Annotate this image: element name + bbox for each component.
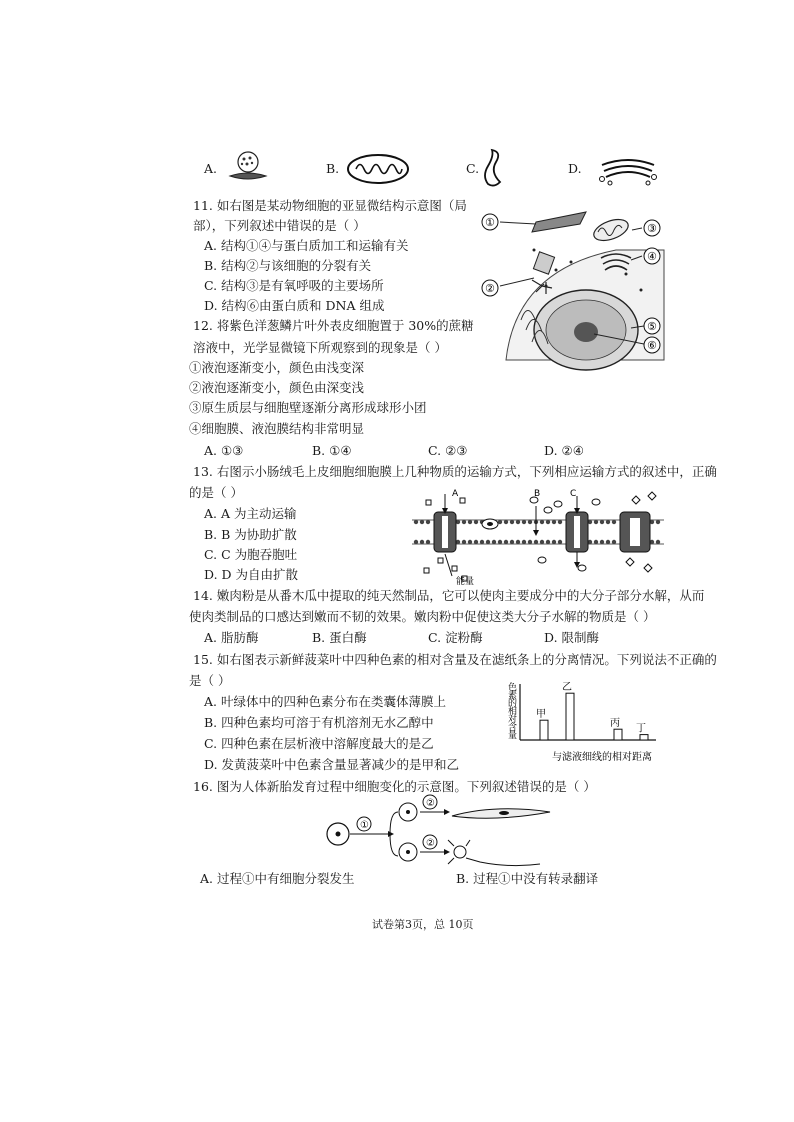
svg-text:②: ② <box>485 282 495 295</box>
chart-ylabel: 色素的相对含量 <box>508 683 518 741</box>
q16-option-a[interactable]: A. 过程①中有细胞分裂发生 <box>200 871 355 886</box>
vesicle-organelle-figure <box>228 150 268 184</box>
q16-stem: 16. 图为人体新胎发育过程中细胞变化的示意图。下列叙述错误的是（ ） <box>193 779 596 794</box>
q12-option-b[interactable]: B. ①④ <box>312 443 352 458</box>
q14-option-d[interactable]: D. 限制酶 <box>544 630 600 645</box>
q12-stem-line1: 12. 将紫色洋葱鳞片叶外表皮细胞置于 30%的蔗糖 <box>193 318 474 333</box>
q10-option-c[interactable]: C. <box>466 161 480 176</box>
q12-option-a[interactable]: A. ①③ <box>204 443 244 458</box>
svg-text:④: ④ <box>647 250 657 263</box>
svg-text:①: ① <box>485 216 495 229</box>
label-2 <box>482 280 498 296</box>
label-energy: 能量 <box>456 577 475 587</box>
process-2-label-bottom <box>423 835 437 849</box>
label-6 <box>644 337 660 353</box>
animal-cell-diagram <box>476 210 666 360</box>
q13-stem-line1: 13. 右图示小肠绒毛上皮细胞细胞膜上几种物质的运输方式，下列相应运输方式的叙述中，正确 <box>193 464 717 479</box>
svg-text:③: ③ <box>647 222 657 235</box>
q14-stem-line1: 14. 嫩肉粉是从番木瓜中提取的纯天然制品，它可以使肉主要成分中的大分子部分水解，从而 <box>193 588 705 603</box>
label-A: A <box>452 489 459 499</box>
label-3 <box>644 220 660 236</box>
q16-option-b[interactable]: B. 过程①中没有转录翻译 <box>456 871 599 886</box>
mitochondrion-figure <box>346 152 410 186</box>
chart-xlabel: 与滤液细线的相对距离 <box>552 752 652 763</box>
svg-text:①: ① <box>360 820 369 831</box>
bar-label-2: 丙 <box>610 718 620 730</box>
bar-0 <box>540 720 548 740</box>
q14-option-b[interactable]: B. 蛋白酶 <box>312 630 367 645</box>
cell-differentiation-diagram <box>320 798 560 866</box>
process-2-label-top <box>423 795 437 809</box>
label-1 <box>482 214 498 230</box>
q13-stem-line2: 的是（ ） <box>189 485 243 500</box>
centriole-figure <box>482 148 512 190</box>
svg-text:②: ② <box>426 798 435 809</box>
q15-stem-line2: 是（ ） <box>189 673 231 688</box>
q12-option-c[interactable]: C. ②③ <box>428 443 468 458</box>
q15-option-c[interactable]: C. 四种色素在层析液中溶解度最大的是乙 <box>204 736 434 751</box>
svg-text:②: ② <box>426 838 435 849</box>
bar-2 <box>614 729 622 740</box>
q13-option-c[interactable]: C. C 为胞吞胞吐 <box>204 547 298 562</box>
q12-statement-2: ②液泡逐渐变小，颜色由深变浅 <box>189 380 365 395</box>
q11-stem-line1: 11. 如右图是某动物细胞的亚显微结构示意图（局 <box>193 198 467 213</box>
q12-stem-line2: 溶液中，光学显微镜下所观察到的现象是（ ） <box>193 340 447 355</box>
label-C: C <box>570 489 577 499</box>
pigment-chart <box>496 682 666 768</box>
bar-label-3: 丁 <box>636 723 646 735</box>
q12-statement-3: ③原生质层与细胞壁逐渐分离形成球形小团 <box>189 400 427 415</box>
label-5 <box>644 318 660 334</box>
q13-option-a[interactable]: A. A 为主动运输 <box>204 506 297 521</box>
q10-option-a[interactable]: A. <box>204 161 218 176</box>
q14-option-c[interactable]: C. 淀粉酶 <box>428 630 483 645</box>
q11-option-c[interactable]: C. 结构③是有氧呼吸的主要场所 <box>204 278 384 293</box>
bar-1 <box>566 693 574 740</box>
q10-option-d[interactable]: D. <box>568 161 582 176</box>
label-B: B <box>534 489 541 499</box>
q14-stem-line2: 使肉类制品的口感达到嫩而不韧的效果。嫩肉粉中促使这类大分子水解的物质是（ ） <box>189 609 656 624</box>
process-1-label <box>357 817 371 831</box>
q15-option-a[interactable]: A. 叶绿体中的四种色素分布在类囊体薄膜上 <box>204 694 446 709</box>
q15-stem-line1: 15. 如右图表示新鲜菠菜叶中四种色素的相对含量及在滤纸条上的分离情况。下列说法不正确的 <box>193 652 717 667</box>
bar-3 <box>640 735 648 740</box>
q13-option-b[interactable]: B. B 为协助扩散 <box>204 527 297 542</box>
bar-label-0: 甲 <box>536 709 546 721</box>
q12-option-d[interactable]: D. ②④ <box>544 443 584 458</box>
bar-label-1: 乙 <box>562 682 572 694</box>
q11-stem-line2: 部），下列叙述中错误的是（ ） <box>193 218 366 233</box>
q12-statement-1: ①液泡逐渐变小，颜色由浅变深 <box>189 360 365 375</box>
q15-option-b[interactable]: B. 四种色素均可溶于有机溶剂无水乙醇中 <box>204 715 434 730</box>
q12-statement-4: ④细胞膜、液泡膜结构非常明显 <box>189 421 365 436</box>
q10-option-b[interactable]: B. <box>326 161 340 176</box>
page-footer: 试卷第3页，总 10页 <box>372 918 474 931</box>
golgi-figure <box>596 155 660 189</box>
q11-option-b[interactable]: B. 结构②与该细胞的分裂有关 <box>204 258 372 273</box>
svg-text:⑥: ⑥ <box>647 339 657 352</box>
membrane-transport-diagram <box>412 488 664 588</box>
q15-option-d[interactable]: D. 发黄菠菜叶中色素含量显著减少的是甲和乙 <box>204 757 460 772</box>
q11-option-d[interactable]: D. 结构⑥由蛋白质和 DNA 组成 <box>204 298 385 313</box>
q13-option-d[interactable]: D. D 为自由扩散 <box>204 567 299 582</box>
svg-text:⑤: ⑤ <box>647 320 657 333</box>
q14-option-a[interactable]: A. 脂肪酶 <box>204 630 259 645</box>
q11-option-a[interactable]: A. 结构①④与蛋白质加工和运输有关 <box>204 238 409 253</box>
label-4 <box>644 248 660 264</box>
